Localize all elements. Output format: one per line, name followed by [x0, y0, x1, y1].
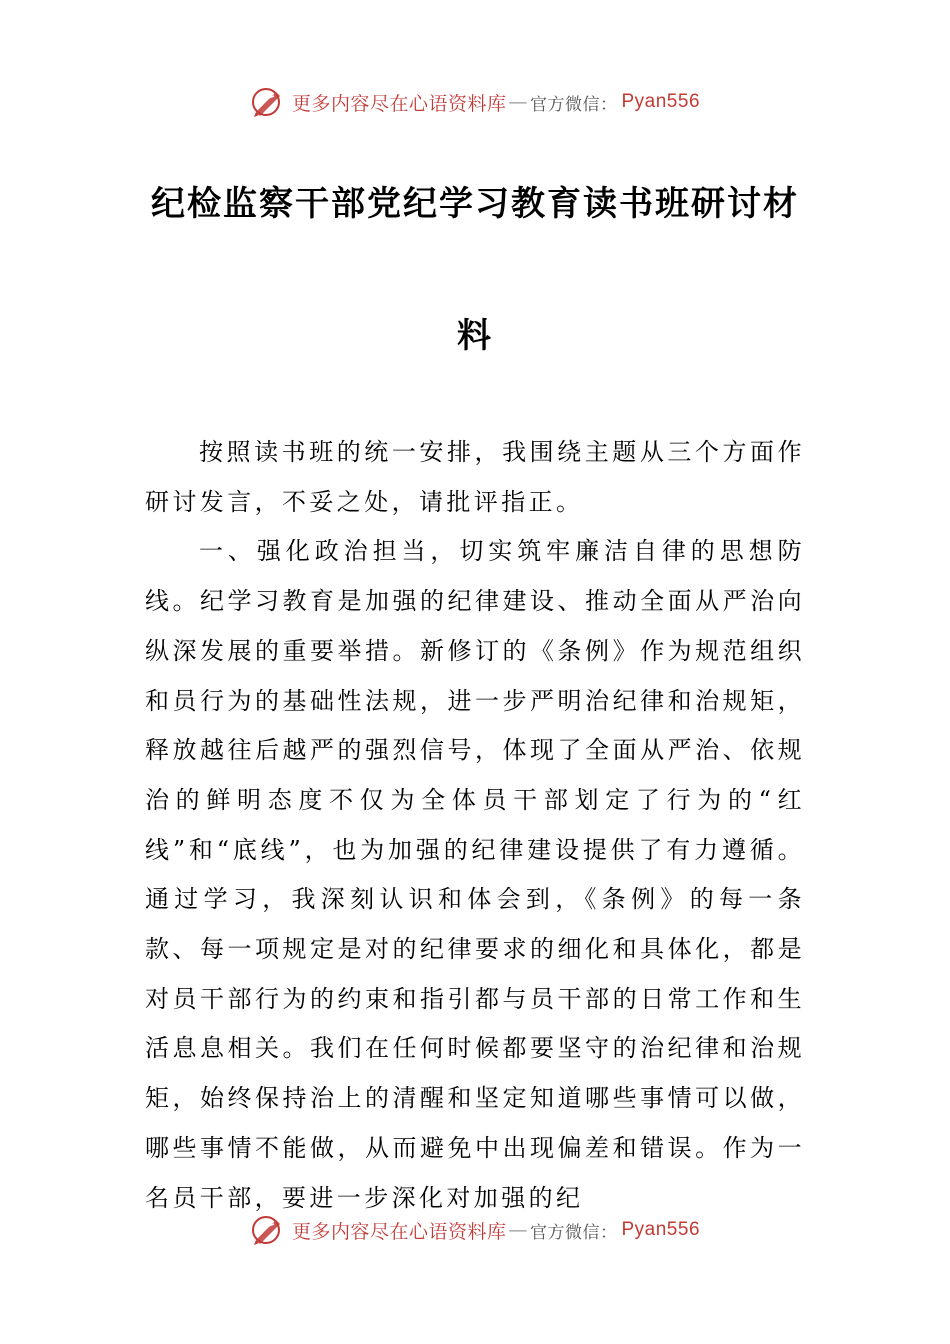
watermark-text: 更多内容尽在心语资料库: [291, 1220, 507, 1243]
wechat-id: Pyan556: [621, 91, 701, 112]
wechat-id: Pyan556: [621, 1219, 701, 1240]
watermark-text: 更多内容尽在心语资料库: [291, 92, 507, 115]
watermark-dash: —: [508, 1219, 528, 1241]
pen-logo-icon: [250, 86, 286, 118]
document-title: [120, 168, 830, 372]
document-body: [145, 428, 805, 1223]
wechat-label: 官方微信：: [530, 1222, 618, 1243]
paragraph-intro: 按照读书班的统一安排，我围绕主题从三个方面作研讨发言，不妥之处，请批评指正。: [145, 438, 805, 516]
footer-watermark: [0, 1210, 950, 1250]
pen-logo-icon: [250, 1214, 286, 1246]
title-line-2: 料: [457, 316, 493, 356]
title-line-1: 纪检监察干部党纪学习教育读书班研讨材: [151, 184, 799, 224]
wechat-label: 官方微信：: [530, 94, 618, 115]
watermark-dash: —: [508, 91, 528, 113]
header-watermark: [0, 82, 950, 122]
paragraph-section-one: 一、强化政治担当，切实筑牢廉洁自律的思想防线。纪学习教育是加强的纪律建设、推动全面从严治向纵深发展的重要举措。新修订的《条例》作为规范组织和员行为的基础性法规，进一步严明治纪律和治规矩，释放越往后越严的强烈信号，体现了全面从严治、依规治的鲜明态度不仅为全体员干部划定了行为的“红线”和“底线”，也为加强的纪律建设提供了有力遵循。通过学习，我深刻认识和体会到，《条例》的每一条款、每一项规定是对的纪律要求的细化和具体化，都是对员干部行为的约束和指引都与员干部的日常工作和生活息息相关。我们在任何时候都要坚守的治纪律和治规矩，始终保持治上的清醒和坚定知道哪些事情可以做，哪些事情不能做，从而避免中出现偏差和错误。作为一名员干部，要进一步深化对加强的纪: [145, 537, 805, 1212]
